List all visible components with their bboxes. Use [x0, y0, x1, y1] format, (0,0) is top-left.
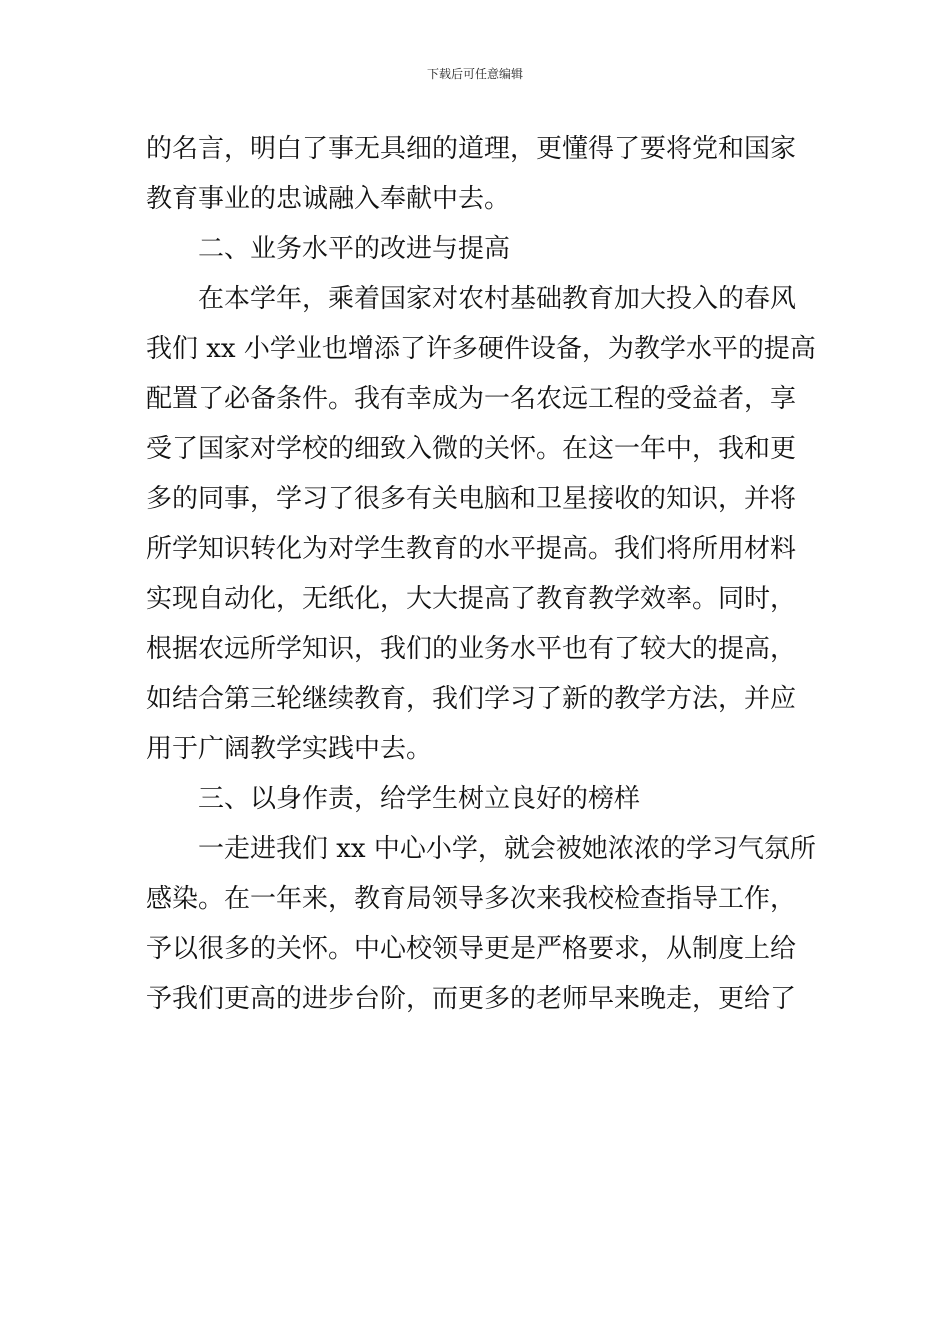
paragraph-school-atmosphere — [146, 824, 816, 1024]
text-line: 在本学年，乘着国家对农村基础教育加大投入的春风 — [198, 284, 797, 314]
text-line: 根据农远所学知识，我们的业务水平也有了较大的提高， — [146, 634, 797, 664]
text-line: 的名言，明白了事无具细的道理，更懂得了要将党和国家 — [146, 134, 797, 164]
text-line: 感染。在一年来，教育局领导多次来我校检查指导工作， — [146, 884, 797, 914]
text-line: 予以很多的关怀。中心校领导更是严格要求，从制度上给 — [146, 934, 797, 964]
document-body — [146, 124, 816, 1024]
text-line: 多的同事，学习了很多有关电脑和卫星接收的知识，并将 — [146, 484, 797, 514]
text-line: 予我们更高的进步台阶，而更多的老师早来晚走，更给了 — [146, 984, 797, 1014]
text-line: 用于广阔教学实践中去。 — [146, 734, 433, 764]
section-heading-2: 二、业务水平的改进与提高 — [198, 234, 511, 264]
text-line: 配置了必备条件。我有幸成为一名农远工程的受益者，享 — [146, 384, 797, 414]
paragraph-infrastructure — [146, 274, 816, 774]
text-line: 我们 xx 小学业也增添了许多硬件设备，为教学水平的提高 — [146, 334, 816, 364]
text-line: 如结合第三轮继续教育，我们学习了新的教学方法，并应 — [146, 684, 797, 714]
page-header-note: 下载后可任意编辑 — [426, 67, 523, 81]
text-line: 一走进我们 xx 中心小学，就会被她浓浓的学习气氛所 — [198, 834, 816, 864]
text-line: 受了国家对学校的细致入微的关怀。在这一年中，我和更 — [146, 434, 797, 464]
text-line: 教育事业的忠诚融入奉献中去。 — [146, 184, 511, 214]
section-heading-3: 三、以身作责，给学生树立良好的榜样 — [198, 784, 641, 814]
text-line: 所学知识转化为对学生教育的水平提高。我们将所用材料 — [146, 534, 797, 564]
paragraph-continuation — [146, 124, 808, 224]
text-line: 实现自动化，无纸化，大大提高了教育教学效率。同时， — [146, 584, 797, 614]
